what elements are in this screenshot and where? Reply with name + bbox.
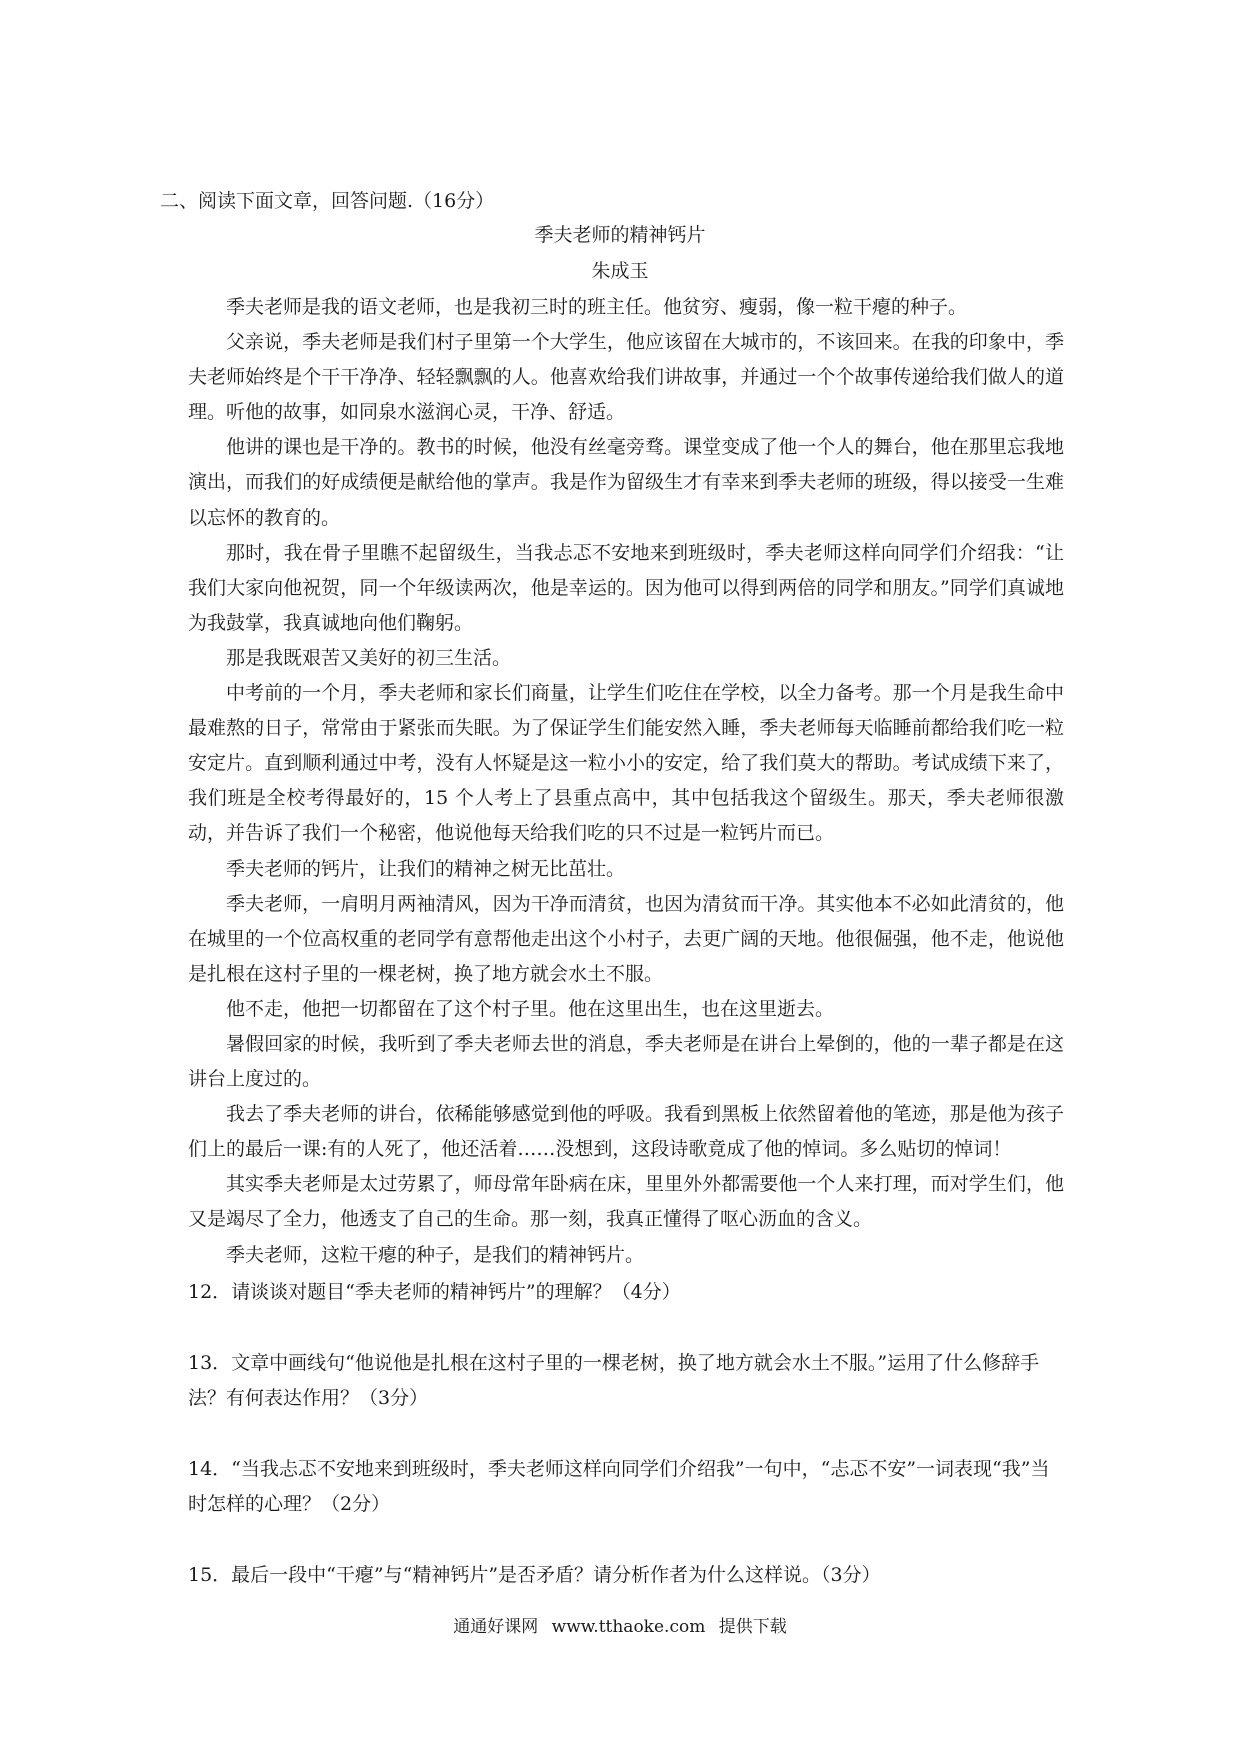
article-paragraph: 季夫老师是我的语文老师，也是我初三时的班主任。他贫穷、瘦弱，像一粒干瘪的种子。 xyxy=(226,296,968,318)
article-paragraph: 我去了季夫老师的讲台，依稀能够感觉到他的呼吸。我看到黑板上依然留着他的笔迹，那是他为孩子们上的最后一课:有的人死了，他还活着……没想到，这段诗歌竟成了他的悼词。多么贴切的悼词！ xyxy=(188,1103,1064,1161)
article-paragraph: 季夫老师的钙片，让我们的精神之树无比茁壮。 xyxy=(226,857,626,880)
article-paragraph: 其实季夫老师是太过劳累了，师母常年卧病在床，里里外外都需要他一个人来打理，而对学生们，他又是竭尽了全力，他透支了自己的生命。那一刻，我真正懂得了呕心沥血的含义。 xyxy=(188,1173,1064,1231)
question-14: 14．“当我忐忑不安地来到班级时，季夫老师这样向同学们介绍我”一句中，“忐忑不安”一词表现“我”当时怎样的心理？（2分） xyxy=(188,1458,1050,1515)
article-body xyxy=(188,290,1064,1273)
article-paragraph: 中考前的一个月，季夫老师和家长们商量，让学生们吃住在学校，以全力备考。那一个月是我生命中最难熬的日子，常常由于紧张而失眠。为了保证学生们能安然入睡，季夫老师每天临睡前都给我们吃一粒安定片。直到顺利通过中考，没有人怀疑是这一粒小小的安定，给了我们莫大的帮助。考试成绩下来了，我们班是全校考得最好的，15 个人考上了县重点高中，其中包括我这个留级生。那天，季夫老师很激动，并告诉了我们一个秘密，他说他每天给我们吃的只不过是一粒钙片而已。 xyxy=(188,682,1064,845)
page-footer xyxy=(0,1614,1240,1640)
section-heading: 二、阅读下面文章，回答问题.（16分） xyxy=(160,190,495,212)
article-title: 季夫老师的精神钙片 xyxy=(534,224,706,246)
footer-suffix: 提供下载 xyxy=(718,1617,787,1637)
footer-site-name: 通通好课网 xyxy=(453,1617,539,1637)
question-13: 13．文章中画线句“他说他是扎根在这村子里的一棵老树，换了地方就会水土不服。”运用了什么修辞手法？有何表达作用？（3分） xyxy=(188,1352,1040,1409)
question-15: 15．最后一段中“干瘪”与“精神钙片”是否矛盾？请分析作者为什么这样说。（3分） xyxy=(188,1564,881,1586)
article-author: 朱成玉 xyxy=(591,260,649,282)
article-paragraph: 那是我既艰苦又美好的初三生活。 xyxy=(226,646,512,669)
article-paragraph: 暑假回家的时候，我听到了季夫老师去世的消息，季夫老师是在讲台上晕倒的，他的一辈子都是在这讲台上度过的。 xyxy=(188,1032,1064,1091)
article-paragraph: 他不走，他把一切都留在了这个村子里。他在这里出生，也在这里逝去。 xyxy=(226,997,835,1020)
question-12: 12．请谈谈对题目“季夫老师的精神钙片”的理解？（4分） xyxy=(188,1281,681,1303)
article-paragraph: 那时，我在骨子里瞧不起留级生，当我忐忑不安地来到班级时，季夫老师这样向同学们介绍我：“让我们大家向他祝贺，同一个年级读两次，他是幸运的。因为他可以得到两倍的同学和朋友。”同学们真诚地为我鼓掌，我真诚地向他们鞠躬。 xyxy=(188,541,1064,634)
footer-url[interactable]: www.tthaoke.com xyxy=(551,1617,706,1637)
article-paragraph: 季夫老师，这粒干瘪的种子，是我们的精神钙片。 xyxy=(226,1243,645,1266)
article-paragraph: 季夫老师，一肩明月两袖清风，因为干净而清贫，也因为清贫而干净。其实他本不必如此清贫的，他在城里的一个位高权重的老同学有意帮他走出这个小村子，去更广阔的天地。他很倔强，他不走，他说他是扎根在这村子里的一棵老树，换了地方就会水土不服。 xyxy=(188,892,1064,985)
article-paragraph: 他讲的课也是干净的。教书的时候，他没有丝毫旁骛。课堂变成了他一个人的舞台，他在那里忘我地演出，而我们的好成绩便是献给他的掌声。我是作为留级生才有幸来到季夫老师的班级，得以接受一生难以忘怀的教育的。 xyxy=(188,436,1064,529)
question-list xyxy=(188,1275,1064,1593)
article-paragraph: 父亲说，季夫老师是我们村子里第一个大学生，他应该留在大城市的，不该回来。在我的印象中，季夫老师始终是个干干净净、轻轻飘飘的人。他喜欢给我们讲故事，并通过一个个故事传递给我们做人的道理。听他的故事，如同泉水滋润心灵，干净、舒适。 xyxy=(188,331,1064,424)
